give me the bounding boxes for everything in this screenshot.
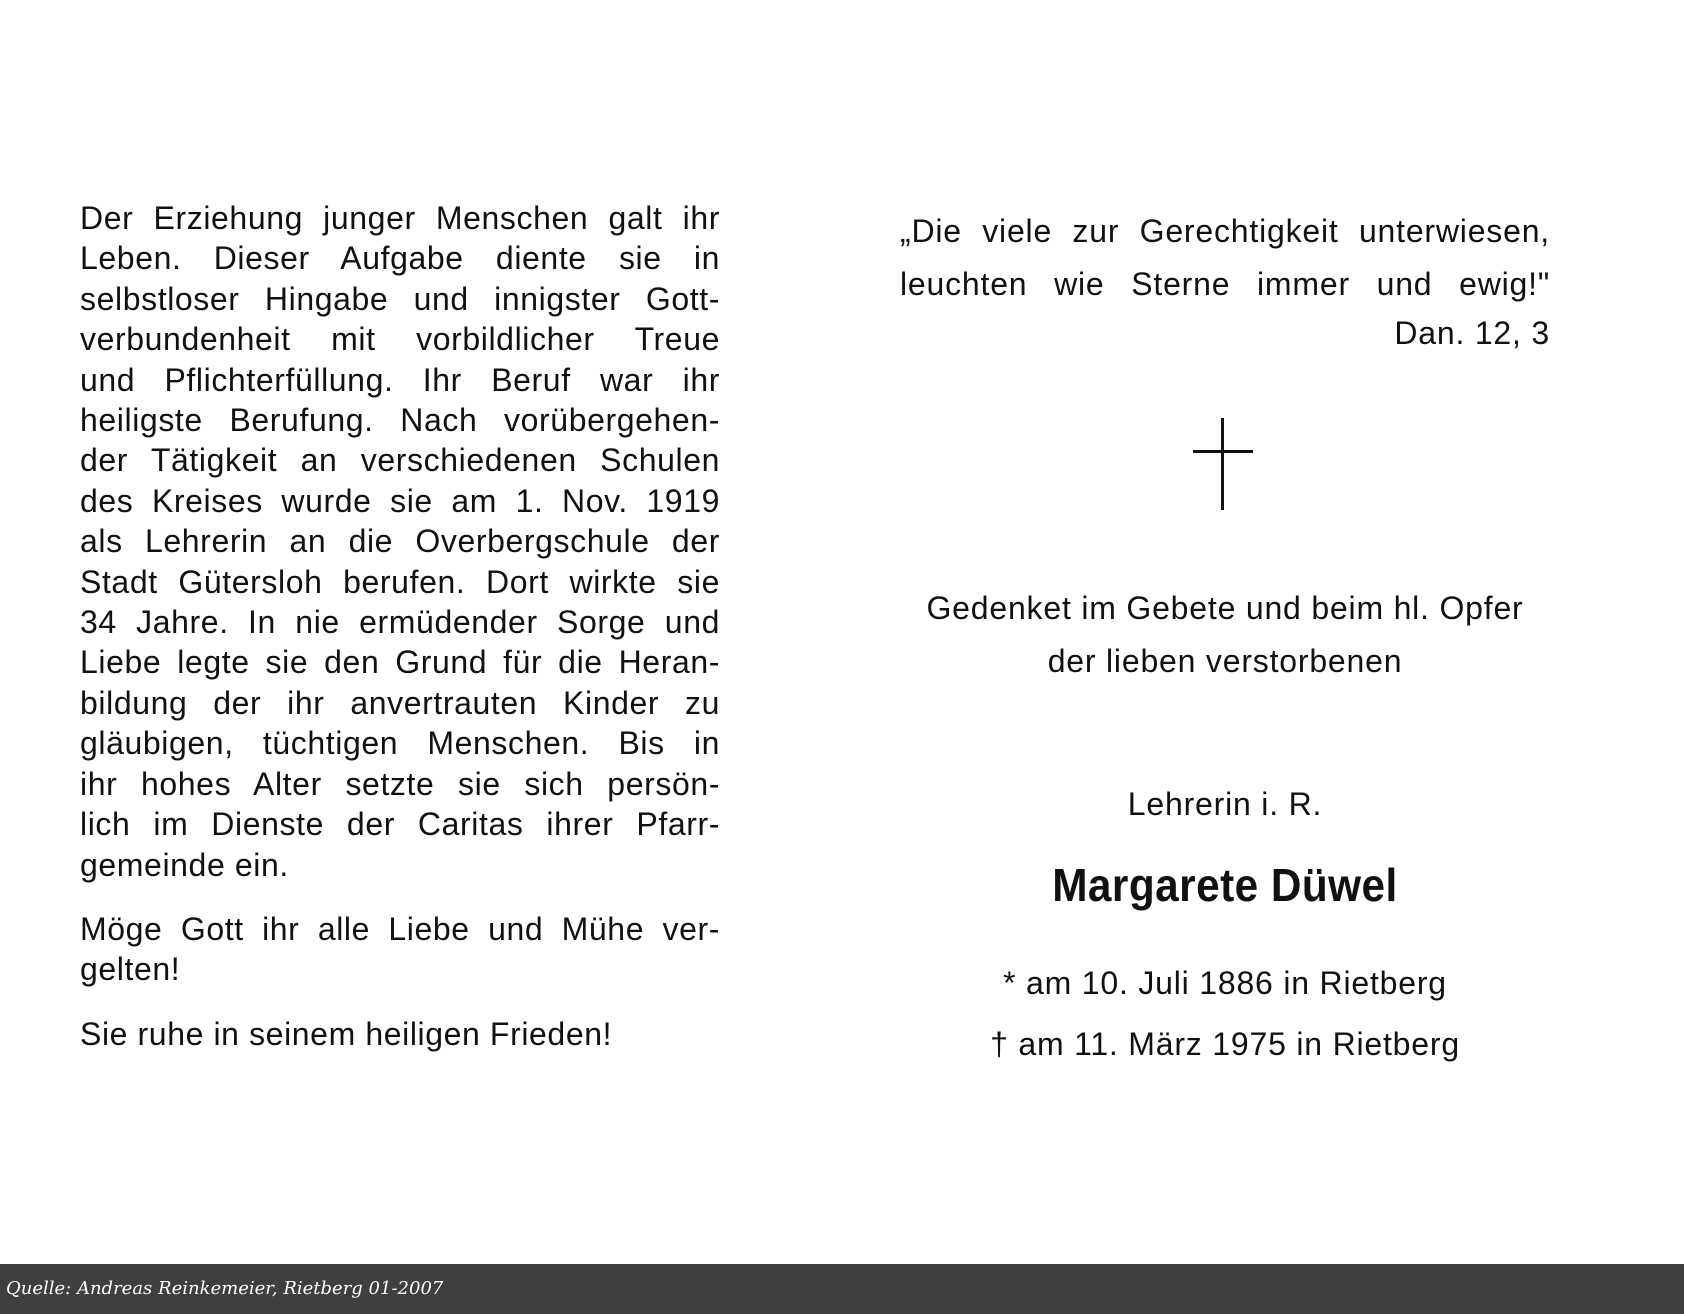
biography-line: lich im Dienste der Caritas ihrer Pfarr- (80, 806, 720, 843)
biography-line: heiligste Berufung. Nach vorübergehen- (80, 402, 720, 439)
prayer-line-1: Gedenket im Gebete und beim hl. Opfer (926, 590, 1524, 626)
deceased-name: Margarete Düwel (1052, 859, 1398, 911)
prayer-line-2: der lieben verstorbenen (1047, 643, 1403, 679)
source-credit: Quelle: Andreas Reinkemeier, Rietberg 01-2007 (6, 1278, 444, 1299)
biography-line: des Kreises wurde sie am 1. Nov. 1919 (80, 482, 720, 519)
biography-line: gemeinde ein. (80, 846, 289, 883)
deceased-title: Lehrerin i. R. (1127, 786, 1323, 822)
source-footer (0, 1264, 1684, 1314)
biography-line: bildung der ihr anvertrauten Kinder zu (80, 684, 720, 721)
biography-line: 34 Jahre. In nie ermüdender Sorge und (80, 604, 720, 641)
biography-line: gläubigen, tüchtigen Menschen. Bis in (80, 725, 720, 762)
blessing-line: Möge Gott ihr alle Liebe und Mühe ver- (80, 910, 720, 947)
rest-in-peace-text: Sie ruhe in seinem heiligen Frieden! (80, 1015, 613, 1052)
biography-line: als Lehrerin an die Overbergschule der (80, 523, 720, 560)
verse-reference: Dan. 12, 3 (1394, 315, 1550, 351)
verse-block (900, 205, 1550, 355)
rest-in-peace-line (80, 1014, 720, 1054)
cross-icon (1193, 418, 1253, 510)
verse-line-2: leuchten wie Sterne immer und ewig!" (900, 266, 1550, 302)
biography-line: selbstloser Hingabe und innigster Gott- (80, 280, 720, 317)
biography-line: Liebe legte sie den Grund für die Heran- (80, 644, 720, 681)
biography-line: ihr hohes Alter setzte sie sich persön- (80, 765, 720, 802)
death-date: † am 11. März 1975 in Rietberg (990, 1026, 1460, 1062)
biography-line: und Pflichterfüllung. Ihr Beruf war ihr (80, 361, 720, 398)
biography-paragraph (80, 198, 720, 885)
biography-column (80, 198, 720, 1054)
biography-line: Stadt Gütersloh berufen. Dort wirkte sie (80, 563, 720, 600)
blessing-line: gelten! (80, 951, 181, 988)
biography-line: Der Erziehung junger Menschen galt ihr (80, 200, 720, 236)
birth-date: * am 10. Juli 1886 in Rietberg (1003, 965, 1447, 1001)
biography-line: verbundenheit mit vorbildlicher Treue (80, 321, 720, 358)
blessing-paragraph (80, 909, 720, 990)
biography-line: der Tätigkeit an verschiedenen Schulen (80, 442, 720, 479)
biography-line: Leben. Dieser Aufgabe diente sie in (80, 240, 720, 277)
verse-line-1: „Die viele zur Gerechtigkeit unterwiesen, (900, 213, 1550, 249)
